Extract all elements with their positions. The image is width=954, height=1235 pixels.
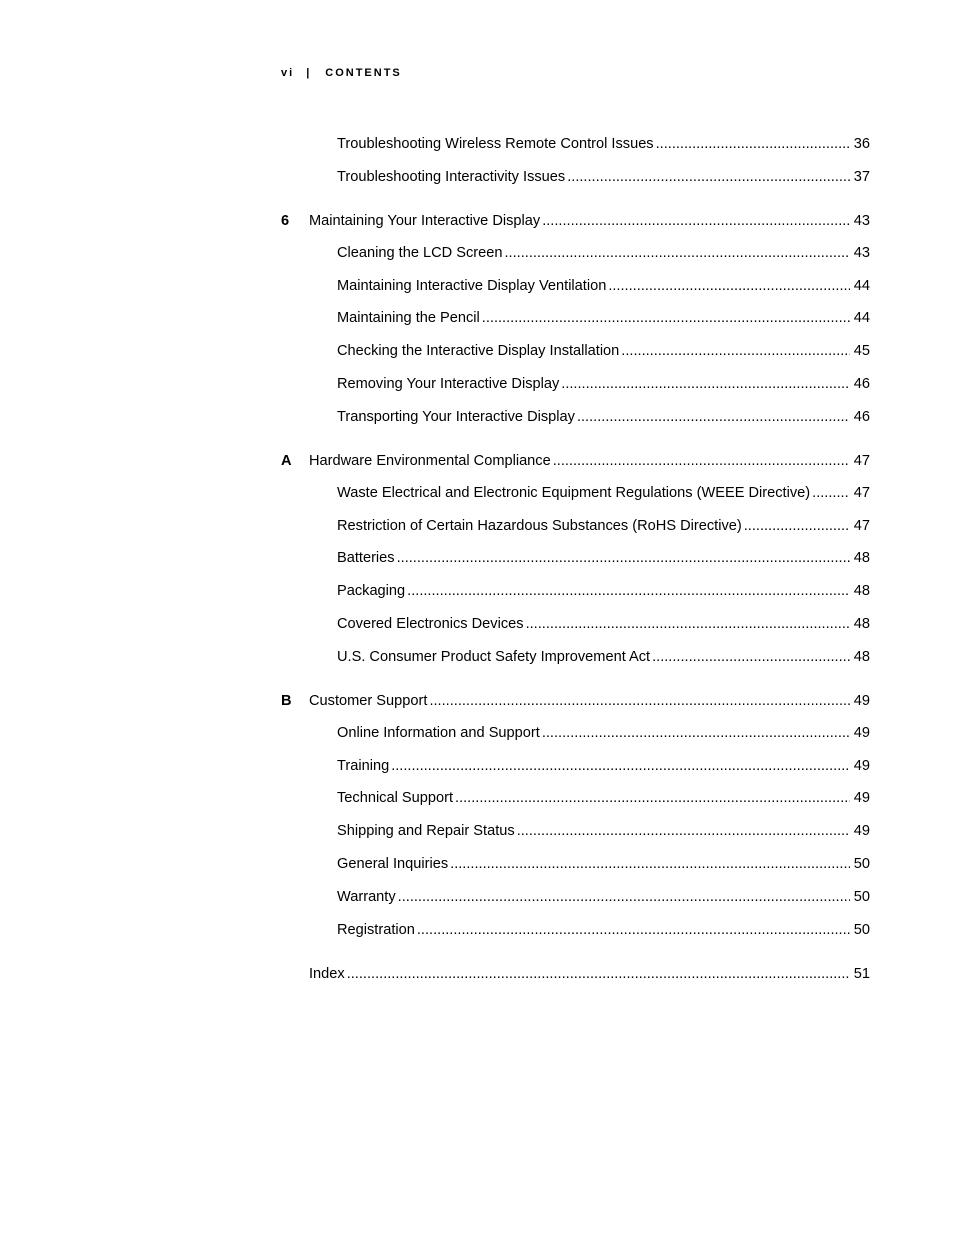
header-separator: | bbox=[306, 67, 312, 79]
toc-entry[interactable] bbox=[281, 920, 870, 940]
toc-entry[interactable] bbox=[281, 548, 870, 568]
dot-leader bbox=[567, 167, 850, 187]
toc-chapter-number: 6 bbox=[281, 212, 290, 229]
toc-entry-title: Covered Electronics Devices bbox=[337, 615, 524, 632]
toc-entry-title: Transporting Your Interactive Display bbox=[337, 408, 575, 425]
toc-entry[interactable] bbox=[281, 887, 870, 907]
dot-leader bbox=[652, 647, 850, 667]
toc-entry-title: Waste Electrical and Electronic Equipment Regulations (WEEE Directive) bbox=[337, 484, 811, 501]
toc-entry-title: Restriction of Certain Hazardous Substances (RoHS Directive) bbox=[337, 517, 742, 534]
toc-chapter-title: Maintaining Your Interactive Display bbox=[309, 212, 541, 229]
toc-chapter-title: Customer Support bbox=[309, 692, 428, 709]
dot-leader bbox=[417, 920, 850, 940]
toc-entry-page: 37 bbox=[850, 167, 870, 187]
toc-entry-title: U.S. Consumer Product Safety Improvement Act bbox=[337, 648, 651, 665]
toc-chapter-number: B bbox=[281, 692, 292, 709]
toc-entry-page: 44 bbox=[850, 276, 870, 296]
toc-entry-page: 48 bbox=[850, 548, 870, 568]
toc-entry[interactable] bbox=[281, 167, 870, 187]
toc-entry-title: Technical Support bbox=[337, 790, 454, 807]
toc-entry-title: Shipping and Repair Status bbox=[337, 823, 515, 840]
toc-entry[interactable] bbox=[281, 341, 870, 361]
toc-entry-page: 47 bbox=[850, 483, 870, 503]
toc-entry[interactable] bbox=[281, 407, 870, 427]
dot-leader bbox=[608, 276, 849, 296]
toc-entry-page: 50 bbox=[850, 854, 870, 874]
toc-entry-title: Training bbox=[337, 757, 390, 774]
toc-entry-page: 51 bbox=[850, 964, 870, 984]
toc-index-entry[interactable] bbox=[281, 964, 870, 984]
toc-entry-title: Warranty bbox=[337, 888, 396, 905]
toc-chapter-number: A bbox=[281, 452, 292, 469]
toc-entry[interactable] bbox=[281, 581, 870, 601]
dot-leader bbox=[744, 516, 850, 536]
toc-entry-title: Registration bbox=[337, 921, 415, 938]
toc-chapter-entry[interactable] bbox=[281, 451, 870, 471]
toc-entry-title: Online Information and Support bbox=[337, 724, 540, 741]
dot-leader bbox=[561, 374, 850, 394]
toc-entry-page: 50 bbox=[850, 920, 870, 940]
toc-entry[interactable] bbox=[281, 788, 870, 808]
toc-entry-title: Removing Your Interactive Display bbox=[337, 375, 560, 392]
dot-leader bbox=[450, 854, 850, 874]
dot-leader bbox=[429, 691, 849, 711]
toc-entry[interactable] bbox=[281, 243, 870, 263]
toc-entry[interactable] bbox=[281, 516, 870, 536]
toc-entry-title: Troubleshooting Wireless Remote Control Issues bbox=[337, 136, 654, 152]
dot-leader bbox=[397, 548, 850, 568]
toc-chapter-title: Index bbox=[309, 965, 345, 982]
header-page-number: vi bbox=[281, 67, 295, 79]
toc-entry-page: 46 bbox=[850, 374, 870, 394]
toc-entry-page: 49 bbox=[850, 821, 870, 841]
toc-chapter-entry[interactable] bbox=[281, 211, 870, 231]
toc-entry[interactable] bbox=[281, 134, 870, 154]
dot-leader bbox=[391, 756, 850, 776]
dot-leader bbox=[812, 483, 850, 503]
dot-leader bbox=[347, 964, 850, 984]
toc-entry[interactable] bbox=[281, 374, 870, 394]
dot-leader bbox=[505, 243, 850, 263]
toc-entry-page: 48 bbox=[850, 581, 870, 601]
toc-entry[interactable] bbox=[281, 854, 870, 874]
toc-entry[interactable] bbox=[281, 483, 870, 503]
dot-leader bbox=[398, 887, 850, 907]
toc-entry-page: 43 bbox=[850, 211, 870, 231]
running-header bbox=[281, 66, 402, 80]
toc-entry[interactable] bbox=[281, 308, 870, 328]
toc-entry-page: 49 bbox=[850, 756, 870, 776]
toc-chapter-entry[interactable] bbox=[281, 691, 870, 711]
toc-entry-page: 47 bbox=[850, 451, 870, 471]
toc-entry-page: 48 bbox=[850, 647, 870, 667]
dot-leader bbox=[455, 788, 850, 808]
toc-chapter-title: Hardware Environmental Compliance bbox=[309, 452, 551, 469]
dot-leader bbox=[542, 211, 850, 231]
toc-entry-page: 45 bbox=[850, 341, 870, 361]
toc-entry-page: 49 bbox=[850, 788, 870, 808]
dot-leader bbox=[577, 407, 850, 427]
dot-leader bbox=[553, 451, 850, 471]
toc-entry-title: Troubleshooting Interactivity Issues bbox=[337, 168, 566, 185]
dot-leader bbox=[482, 308, 850, 328]
table-of-contents bbox=[281, 134, 870, 996]
toc-entry-title: Checking the Interactive Display Installation bbox=[337, 343, 620, 360]
toc-entry-page: 49 bbox=[850, 691, 870, 711]
toc-entry-page: 48 bbox=[850, 614, 870, 634]
dot-leader bbox=[656, 134, 850, 154]
toc-entry-title: General Inquiries bbox=[337, 855, 449, 872]
dot-leader bbox=[526, 614, 850, 634]
toc-entry-page: 36 bbox=[850, 134, 870, 154]
dot-leader bbox=[407, 581, 850, 601]
toc-entry[interactable] bbox=[281, 276, 870, 296]
toc-entry-page: 46 bbox=[850, 407, 870, 427]
toc-entry-page: 43 bbox=[850, 243, 870, 263]
header-section-title: CONTENTS bbox=[325, 67, 402, 79]
dot-leader bbox=[517, 821, 850, 841]
toc-entry-title: Batteries bbox=[337, 550, 395, 567]
toc-entry-page: 50 bbox=[850, 887, 870, 907]
toc-entry-page: 44 bbox=[850, 308, 870, 328]
dot-leader bbox=[542, 723, 850, 743]
toc-entry-title: Maintaining the Pencil bbox=[337, 310, 480, 327]
toc-entry[interactable] bbox=[281, 756, 870, 776]
toc-entry[interactable] bbox=[281, 821, 870, 841]
toc-entry-page: 47 bbox=[850, 516, 870, 536]
toc-entry[interactable] bbox=[281, 723, 870, 743]
dot-leader bbox=[621, 341, 849, 361]
toc-entry-title: Packaging bbox=[337, 583, 406, 600]
toc-entry[interactable] bbox=[281, 647, 870, 667]
toc-entry-title: Maintaining Interactive Display Ventilation bbox=[337, 277, 607, 294]
toc-entry-page: 49 bbox=[850, 723, 870, 743]
toc-entry-title: Cleaning the LCD Screen bbox=[337, 244, 503, 261]
toc-entry[interactable] bbox=[281, 614, 870, 634]
